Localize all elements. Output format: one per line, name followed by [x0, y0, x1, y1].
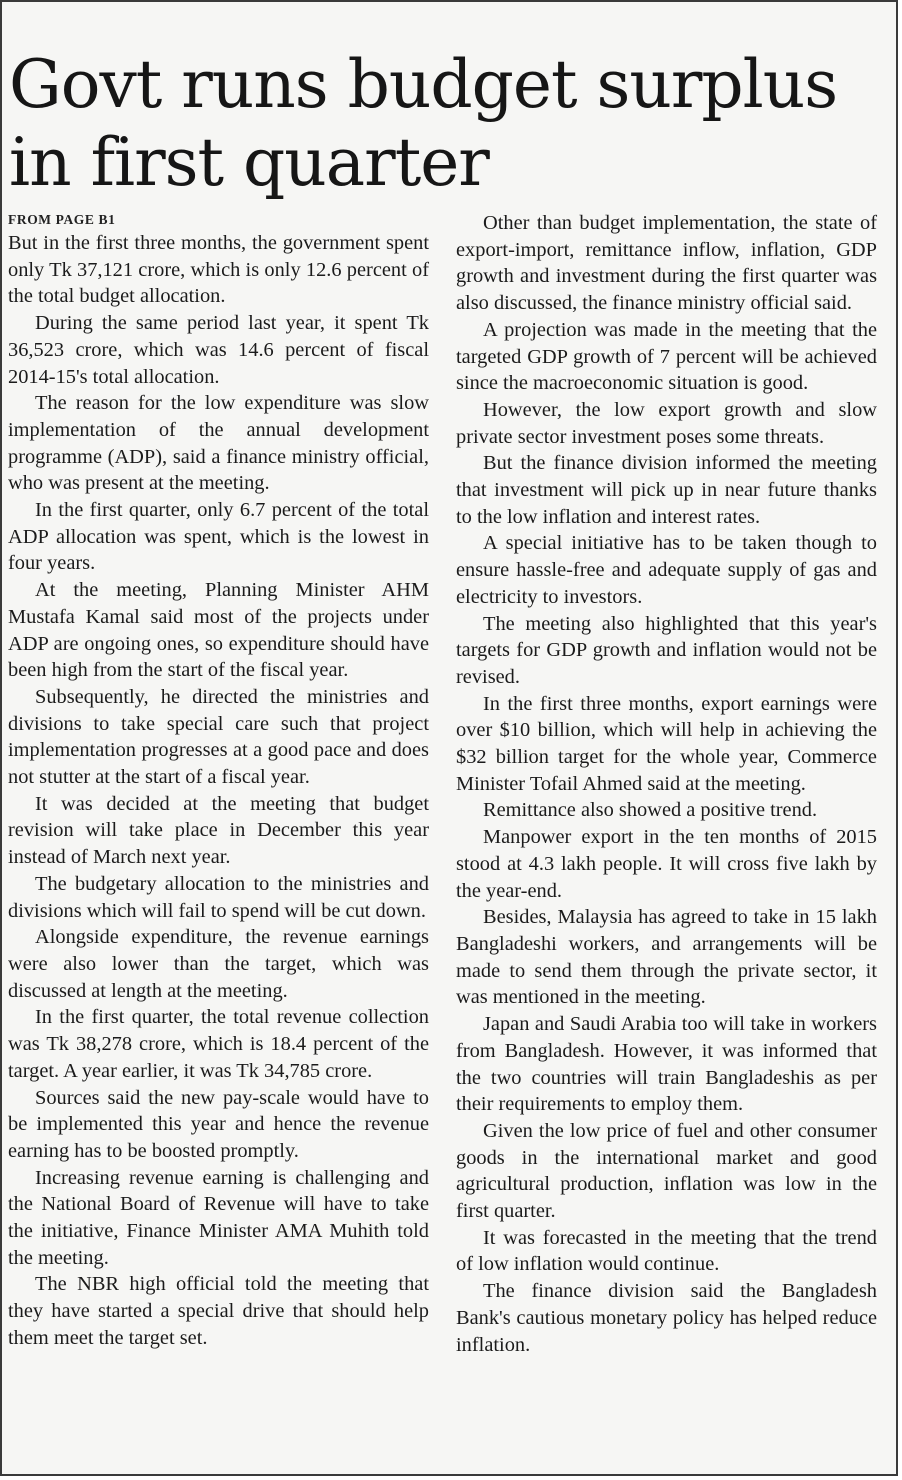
- paragraph: At the meeting, Planning Minister AHM Mustafa Kamal said most of the projects under ADP are ongoing ones, so expenditure should have been high from the start of the fiscal year.: [8, 579, 429, 682]
- headline: Govt runs budget surplus in first quarter: [9, 46, 838, 201]
- right-column: [456, 210, 877, 1358]
- paragraph: Given the low price of fuel and other consumer goods in the international market and good agricultural production, inflation was low in the first quarter.: [456, 1119, 877, 1223]
- paragraph: Remittance also showed a positive trend.: [483, 799, 818, 822]
- paragraph: During the same period last year, it spent Tk 36,523 crore, which was 14.6 percent of fiscal 2014-15's total allocation.: [8, 312, 429, 388]
- paragraph: It was decided at the meeting that budget revision will take place in December this year instead of March next year.: [8, 792, 429, 869]
- paragraph: The finance division said the Bangladesh Bank's cautious monetary policy has helped reduce inflation.: [456, 1280, 877, 1356]
- paragraph: A projection was made in the meeting that the targeted GDP growth of 7 percent will be achieved since the macroeconomic situation is good.: [456, 318, 877, 395]
- paragraph: But the finance division informed the meeting that investment will pick up in near future thanks to the low inflation and interest rates.: [456, 452, 877, 528]
- paragraph: In the first quarter, only 6.7 percent of the total ADP allocation was spent, which is the lowest in four years.: [8, 499, 429, 575]
- paragraph: Sources said the new pay-scale would have to be implemented this year and hence the revenue earning has to be boosted promptly.: [8, 1086, 429, 1162]
- paragraph: Besides, Malaysia has agreed to take in 15 lakh Bangladeshi workers, and arrangements will be made to send them through the private sector, it was mentioned in the meeting.: [456, 906, 877, 1009]
- paragraph: In the first quarter, the total revenue collection was Tk 38,278 crore, which is 18.4 percent of the target. A year earlier, it was Tk 34,785 crore.: [8, 1006, 429, 1082]
- paragraph: The NBR high official told the meeting that they have started a special drive that should help them meet the target set.: [8, 1273, 429, 1349]
- paragraph: Japan and Saudi Arabia too will take in workers from Bangladesh. However, it was informed that the two countries will train Bangladeshis as per their requirements to employ them.: [456, 1013, 877, 1116]
- paragraph: Increasing revenue earning is challenging and the National Board of Revenue will have to take the initiative, Finance Minister AMA Muhith told the meeting.: [8, 1166, 429, 1269]
- kicker: FROM PAGE B1: [8, 212, 116, 227]
- paragraph: Manpower export in the ten months of 2015 stood at 4.3 lakh people. It will cross five lakh by the year-end.: [456, 826, 877, 902]
- paragraph: The reason for the low expenditure was slow implementation of the annual development programme (ADP), said a finance ministry official, who was present at the meeting.: [8, 392, 429, 495]
- paragraph: But in the first three months, the government spent only Tk 37,121 crore, which is only 12.6 percent of the total budget allocation.: [8, 232, 429, 308]
- paragraph: It was forecasted in the meeting that the trend of low inflation would continue.: [456, 1226, 877, 1276]
- paragraph: Subsequently, he directed the ministries and divisions to take special care such that project implementation progresses at a good pace and does not stutter at the start of a fiscal year.: [8, 685, 429, 789]
- paragraph: A special initiative has to be taken though to ensure hassle-free and adequate supply of gas and electricity to investors.: [456, 532, 877, 608]
- paragraph: In the first three months, export earnings were over $10 billion, which will help in achieving the $32 billion target for the whole year, Commerce Minister Tofail Ahmed said at the meeting.: [456, 692, 877, 795]
- paragraph: Other than budget implementation, the state of export-import, remittance inflow, inflation, GDP growth and investment during the first quarter was also discussed, the finance ministry official said.: [456, 212, 877, 315]
- paragraph: The meeting also highlighted that this year's targets for GDP growth and inflation would not be revised.: [456, 612, 877, 688]
- paragraph: However, the low export growth and slow private sector investment poses some threats.: [456, 398, 877, 448]
- left-column: [8, 210, 429, 1352]
- paragraph: Alongside expenditure, the revenue earnings were also lower than the target, which was discussed at length at the meeting.: [8, 926, 429, 1002]
- paragraph: The budgetary allocation to the ministries and divisions which will fail to spend will be cut down.: [8, 872, 429, 922]
